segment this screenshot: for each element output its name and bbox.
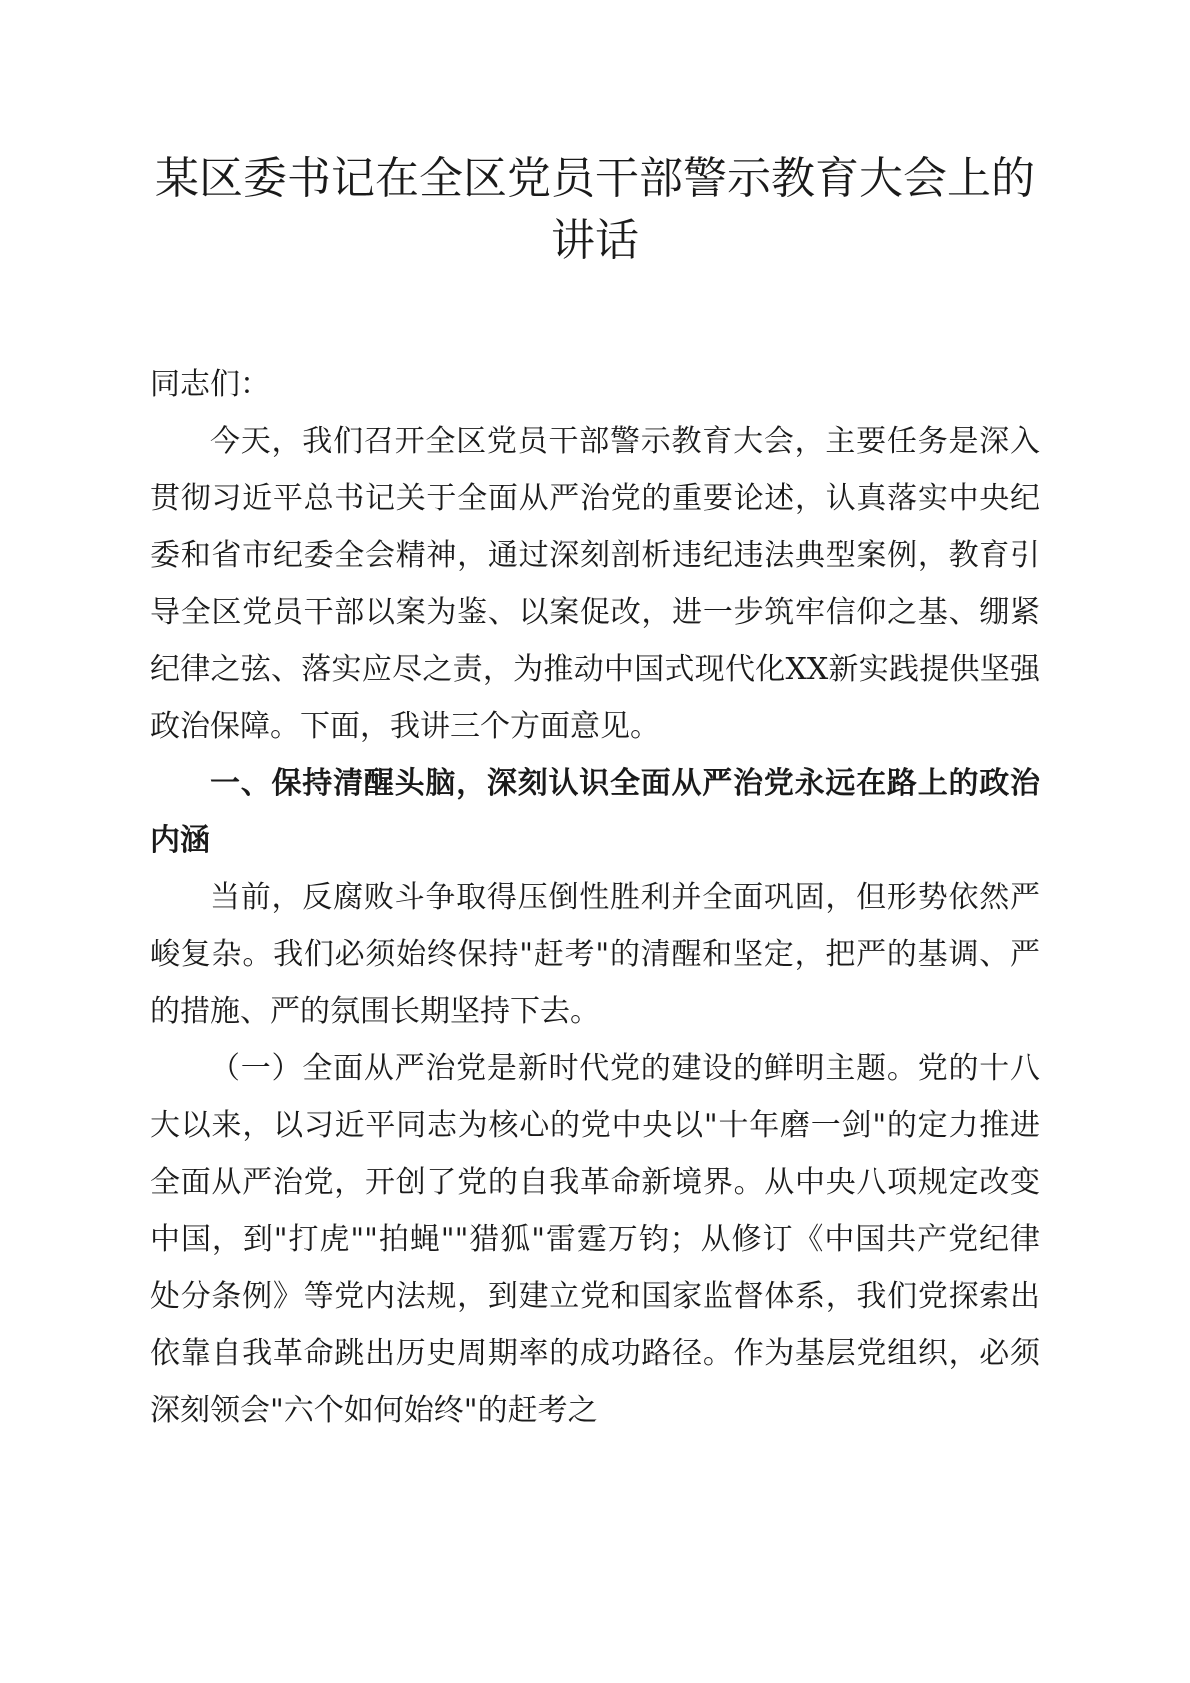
section-1-paragraph: 当前，反腐败斗争取得压倒性胜利并全面巩固，但形势依然严峻复杂。我们必须始终保持"赶考"的清醒和坚定，把严的基调、严的措施、严的氛围长期坚持下去。 [150, 880, 1040, 1029]
subsection-1-paragraph [150, 1040, 1040, 1439]
subsection-1-body: 党的十八大以来，以习近平同志为核心的党中央以"十年磨一剑"的定力推进全面从严治党，开创了党的自我革命新境界。从中央八项规定改变中国，到"打虎""拍蝇""猎狐"雷霆万钧；从修订《中国共产党纪律处分条例》等党内法规，到建立党和国家监督体系，我们党探索出依靠自我革命跳出历史周期率的成功路径。作为基层党组织，必须深刻领会"六个如何始终"的赶考之 [150, 1051, 1041, 1428]
subsection-1-lead: （一）全面从严治党是新时代党的建设的鲜明主题。 [210, 1051, 918, 1086]
section-heading-1: 一、保持清醒头脑，深刻认识全面从严治党永远在路上的政治内涵 [150, 766, 1040, 858]
salutation: 同志们： [150, 367, 270, 402]
intro-paragraph: 今天，我们召开全区党员干部警示教育大会，主要任务是深入贯彻习近平总书记关于全面从严治党的重要论述，认真落实中央纪委和省市纪委全会精神，通过深刻剖析违纪违法典型案例，教育引导全区党员干部以案为鉴、以案促改，进一步筑牢信仰之基、绷紧纪律之弦、落实应尽之责，为推动中国式现代化XX新实践提供坚强政治保障。下面，我讲三个方面意见。 [150, 424, 1040, 744]
document-body [150, 356, 1040, 1439]
document-title: 某区委书记在全区党员干部警示教育大会上的讲话 [155, 153, 1035, 266]
